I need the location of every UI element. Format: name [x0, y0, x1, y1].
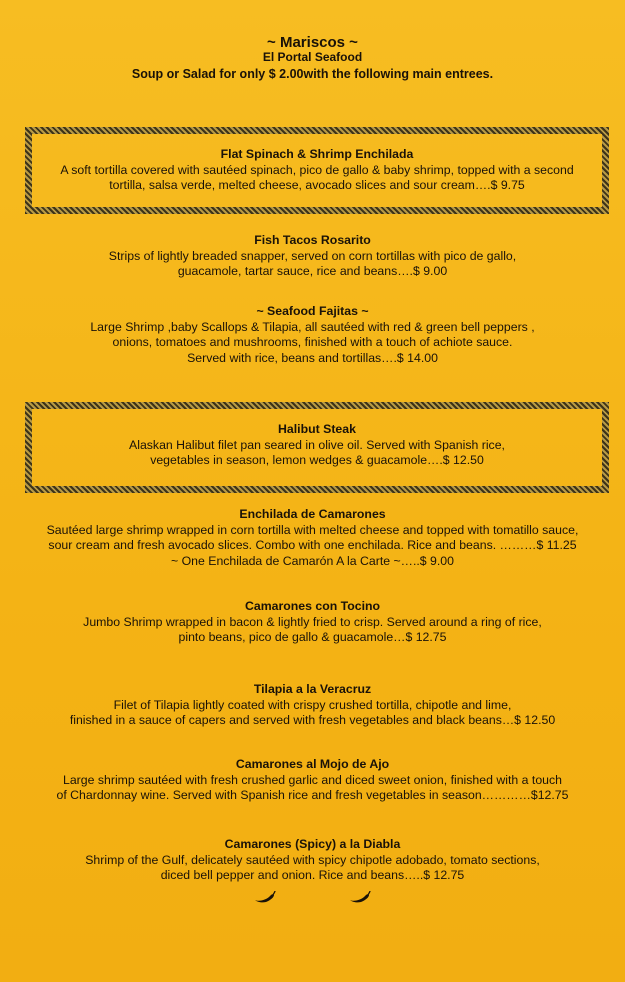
menu-item-line: vegetables in season, lemon wedges & guacamole….$ 12.50 — [150, 453, 484, 467]
menu-item — [20, 599, 605, 646]
menu-item — [38, 422, 596, 469]
menu-item-line: Large shrimp sautéed with fresh crushed garlic and diced sweet onion, finished with a touch — [63, 772, 562, 787]
menu-note: Soup or Salad for only $ 2.00with the following main entrees. — [131, 67, 494, 81]
menu-item-name: Fish Tacos Rosarito — [254, 233, 371, 247]
menu-item-line: Alaskan Halibut filet pan seared in olive oil. Served with Spanish rice, — [129, 437, 505, 452]
menu-subtitle: El Portal Seafood — [262, 50, 363, 64]
menu-item-name: ~ Seafood Fajitas ~ — [256, 304, 369, 318]
menu-item-line: Shrimp of the Gulf, delicately sautéed with spicy chipotle adobado, tomato sections, — [85, 852, 540, 867]
menu-item-line: sour cream and fresh avocado slices. Combo with one enchilada. Rice and beans. ………$ 11.25 — [48, 538, 577, 552]
menu-item — [20, 682, 605, 729]
menu-item-line: of Chardonnay wine. Served with Spanish rice and fresh vegetables in season…………$12.75 — [56, 788, 569, 802]
menu-item-line: Large Shrimp ,baby Scallops & Tilapia, all sautéed with red & green bell peppers , — [90, 319, 535, 334]
menu-item-name: Enchilada de Camarones — [239, 507, 386, 521]
menu-item-line: ~ One Enchilada de Camarón A la Carte ~…..$ 9.00 — [170, 553, 454, 568]
menu-item-name: Tilapia a la Veracruz — [253, 682, 372, 696]
menu-item-name: Halibut Steak — [278, 422, 356, 436]
menu-item-line: Served with rice, beans and tortillas….$ 14.00 — [187, 350, 438, 365]
menu-item — [20, 304, 605, 366]
chili-pepper-icon — [254, 891, 276, 903]
menu-item-line: Filet of Tilapia lightly coated with crispy crushed tortilla, chipotle and lime, — [113, 697, 512, 712]
menu-item-line: pinto beans, pico de gallo & guacamole…$ 12.75 — [178, 630, 447, 644]
menu-item-line: A soft tortilla covered with sautéed spinach, pico de gallo & baby shrimp, topped with a second — [60, 162, 574, 177]
featured-box — [25, 402, 609, 493]
menu-item-line: Sautéed large shrimp wrapped in corn tortilla with melted cheese and topped with tomatillo sauce, — [46, 522, 579, 537]
menu-item-line: guacamole, tartar sauce, rice and beans….$ 9.00 — [177, 264, 448, 278]
menu-item — [38, 147, 596, 194]
menu-item — [20, 757, 605, 804]
menu-item — [20, 837, 605, 884]
menu-title: ~ Mariscos ~ — [267, 34, 358, 51]
menu-item — [20, 233, 605, 280]
menu-item-name: Camarones al Mojo de Ajo — [235, 757, 390, 771]
featured-box — [25, 127, 609, 214]
menu-item-name: Camarones (Spicy) a la Diabla — [224, 837, 401, 851]
menu-item-name: Camarones con Tocino — [244, 599, 381, 613]
menu-item-line: onions, tomatoes and mushrooms, finished with a touch of achiote sauce. — [112, 335, 513, 349]
menu-item-line: finished in a sauce of capers and served with fresh vegetables and black beans…$ 12.50 — [69, 713, 556, 727]
menu-item-line: Strips of lightly breaded snapper, served on corn tortillas with pico de gallo, — [108, 248, 517, 263]
pepper-decoration — [0, 890, 625, 908]
chili-pepper-icon — [349, 891, 371, 903]
menu-item-name: Flat Spinach & Shrimp Enchilada — [220, 147, 414, 161]
menu-item — [20, 507, 605, 569]
menu-item-line: Jumbo Shrimp wrapped in bacon & lightly fried to crisp. Served around a ring of rice, — [83, 614, 542, 629]
menu-item-line: diced bell pepper and onion. Rice and beans…..$ 12.75 — [160, 868, 465, 882]
menu-item-line: tortilla, salsa verde, melted cheese, avocado slices and sour cream….$ 9.75 — [109, 178, 525, 192]
